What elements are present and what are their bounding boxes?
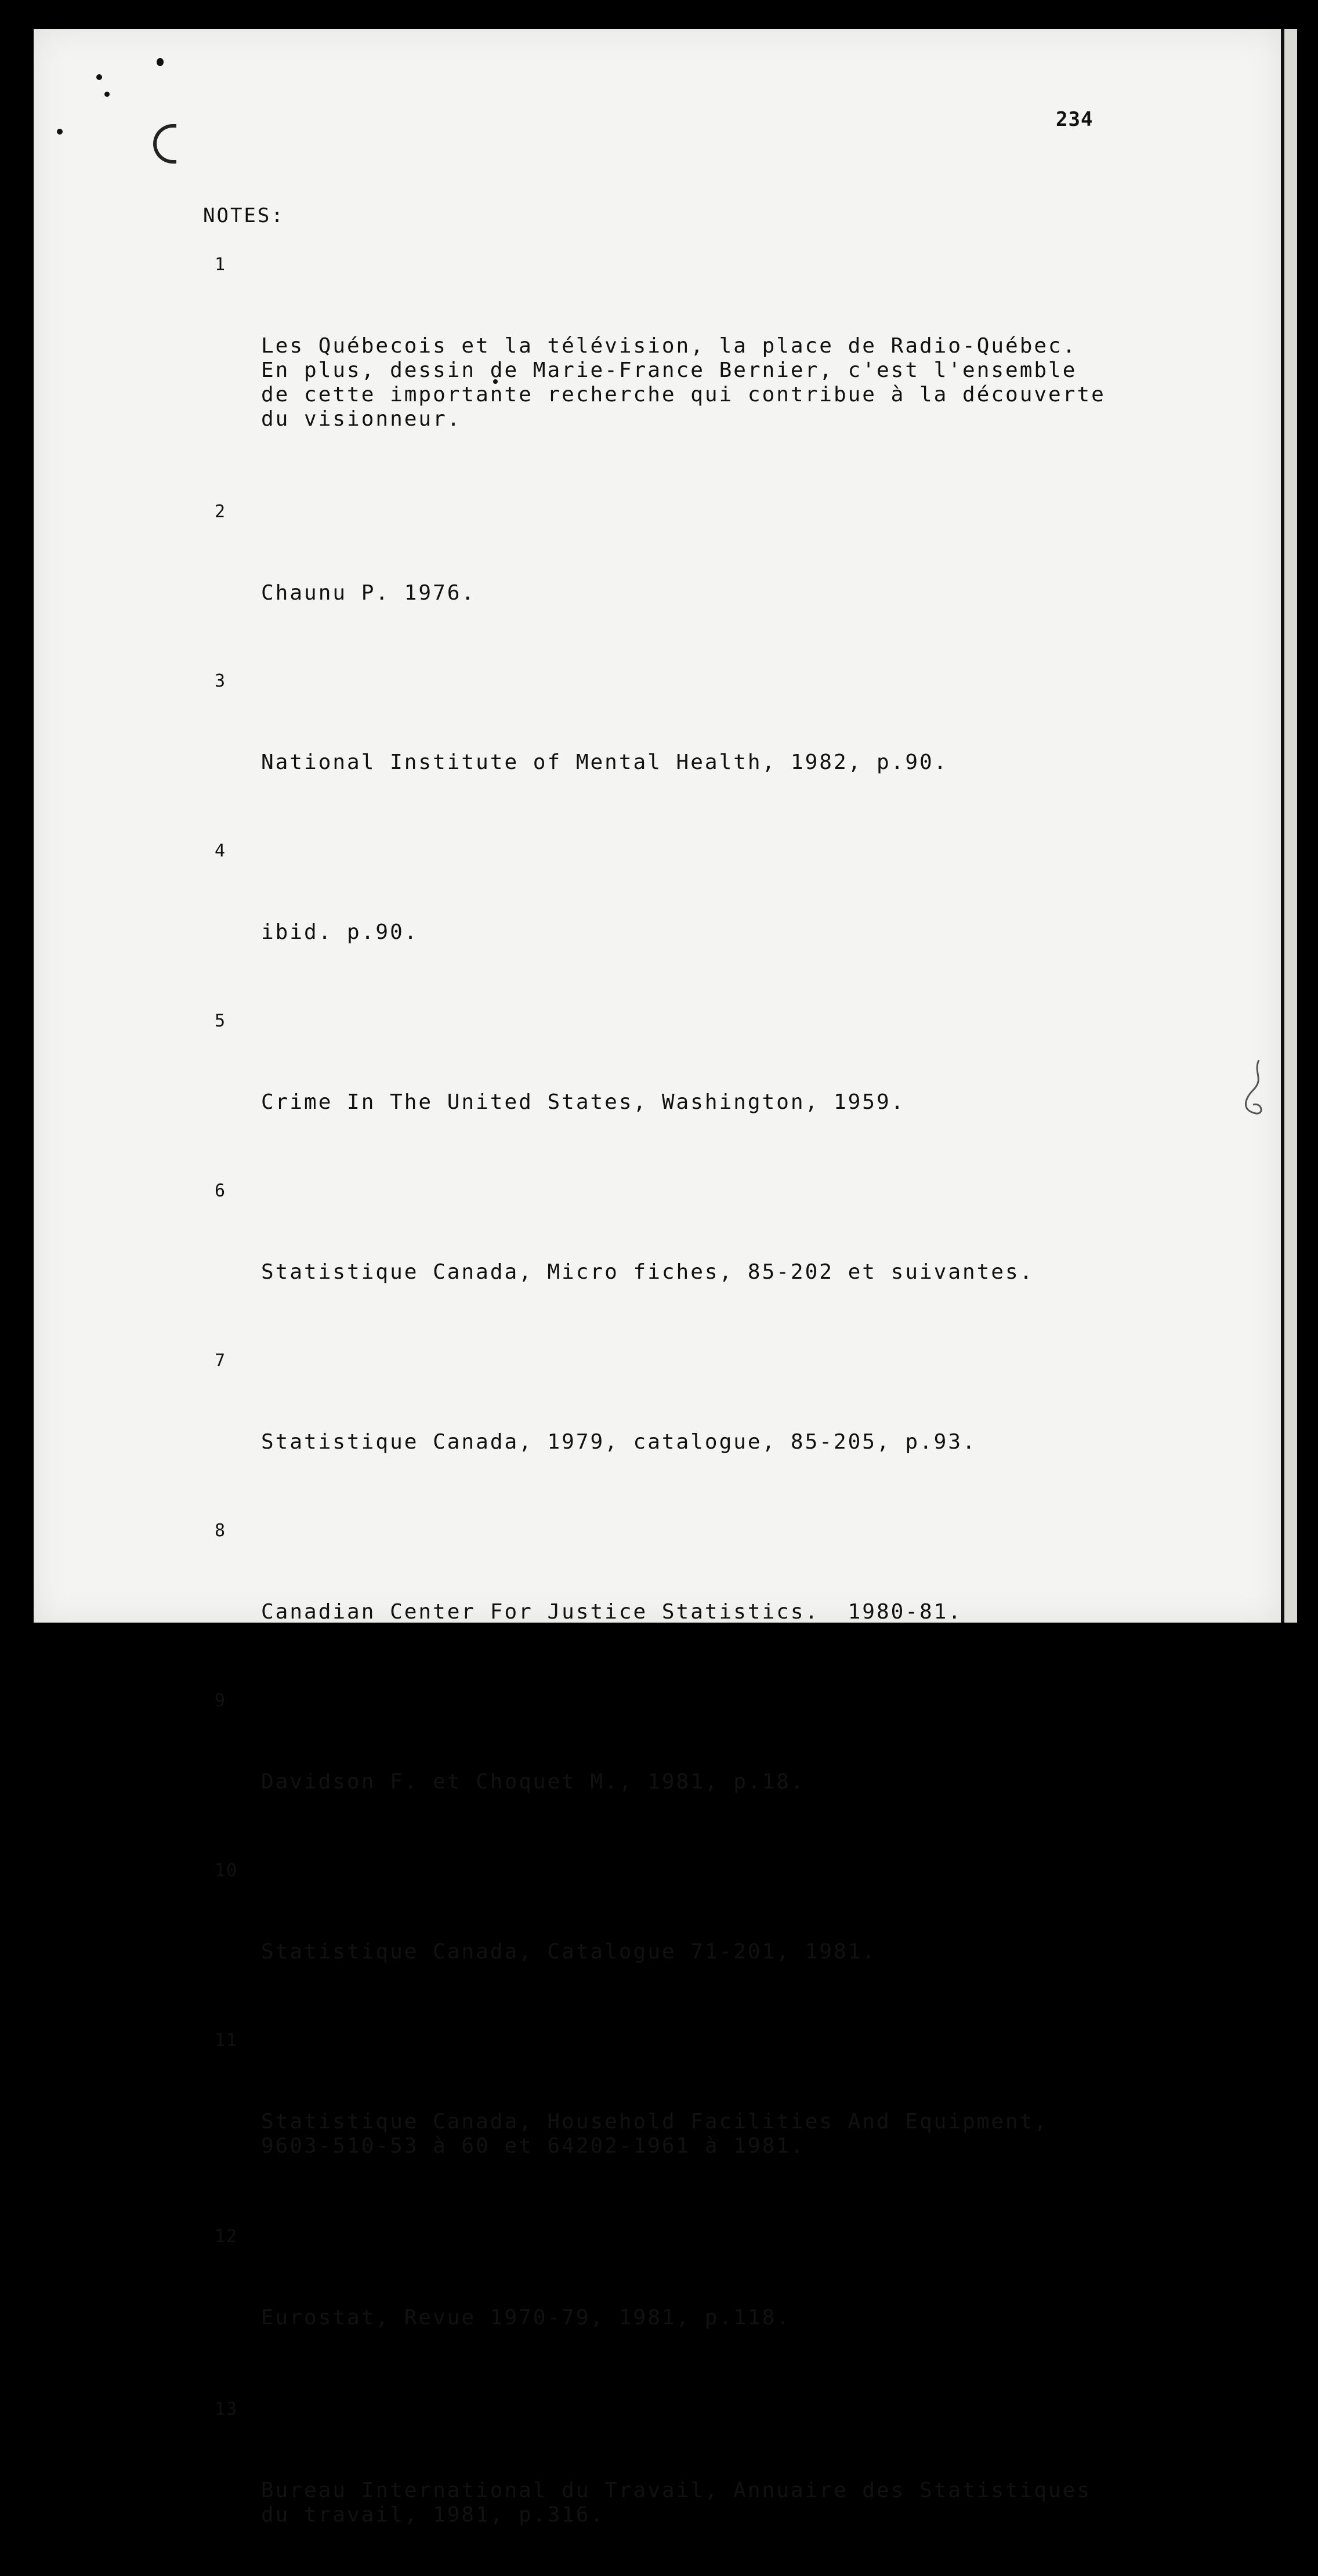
note-item (215, 1011, 1172, 1163)
note-number: 5 (215, 1011, 227, 1031)
note-number: 13 (215, 2399, 238, 2419)
note-number: 7 (215, 1351, 227, 1371)
note-text: Eurostat, Revue 1970-79, 1981, p.118. (261, 2306, 791, 2330)
note-item (215, 1690, 1172, 1843)
note-text: Chaunu P. 1976. (261, 581, 476, 605)
note-number: 9 (215, 1690, 227, 1711)
note-text: Davidson F. et Choquet M., 1981, p.18. (261, 1770, 805, 1794)
note-item (215, 2030, 1172, 2207)
note-item (215, 1181, 1172, 1333)
scan-speck (96, 74, 102, 80)
note-text: ibid. p.90. (261, 920, 419, 944)
page-number: 234 (1056, 108, 1093, 131)
note-item (215, 255, 1172, 480)
note-item (215, 2226, 1172, 2379)
notes-list (215, 255, 1172, 2576)
note-text: National Institute of Mental Health, 1982, p.90. (261, 750, 948, 774)
note-number: 6 (215, 1181, 227, 1201)
note-number: 8 (215, 1521, 227, 1541)
scan-speck (157, 58, 164, 66)
note-number: 1 (215, 255, 227, 275)
page-edge (1281, 29, 1297, 1623)
scan-speck (104, 92, 110, 97)
note-item (215, 1860, 1172, 2013)
scan-speck (57, 129, 63, 135)
note-number: 12 (215, 2226, 238, 2247)
note-item (215, 671, 1172, 823)
note-text: Statistique Canada, 1979, catalogue, 85-205, p.93. (261, 1430, 977, 1454)
note-item (215, 2399, 1172, 2576)
notes-heading: NOTES: (203, 204, 285, 227)
handwritten-mark (1236, 1055, 1270, 1119)
note-item (215, 502, 1172, 654)
note-text: Canadian Center For Justice Statistics. 1980-81. (261, 1600, 963, 1624)
note-item (215, 1351, 1172, 1503)
note-text: Bureau International du Travail, Annuaire des Statistiques du travail, 1981, p.316. (261, 2479, 1092, 2527)
note-text: Statistique Canada, Catalogue 71-201, 1981. (261, 1940, 877, 1964)
note-item (215, 841, 1172, 993)
note-number: 4 (215, 841, 227, 861)
note-text: Crime In The United States, Washington, 1959. (261, 1090, 906, 1114)
note-number: 10 (215, 1860, 238, 1881)
note-text: Les Québecois et la télévision, la place de Radio-Québec. En plus, dessin de Marie-France Bernier, c'est l'ensemble de cette importante recherche qui contribue à la découverte du visionneur. (261, 334, 1106, 431)
note-number: 3 (215, 671, 227, 691)
note-item (215, 1521, 1172, 1673)
note-text: Statistique Canada, Micro fiches, 85-202 et suivantes. (261, 1260, 1034, 1284)
note-number: 2 (215, 502, 227, 522)
note-number: 11 (215, 2030, 238, 2051)
note-text: Statistique Canada, Household Facilities And Equipment, 9603-510-53 à 60 et 64202-1961 à 1981. (261, 2110, 1049, 2158)
